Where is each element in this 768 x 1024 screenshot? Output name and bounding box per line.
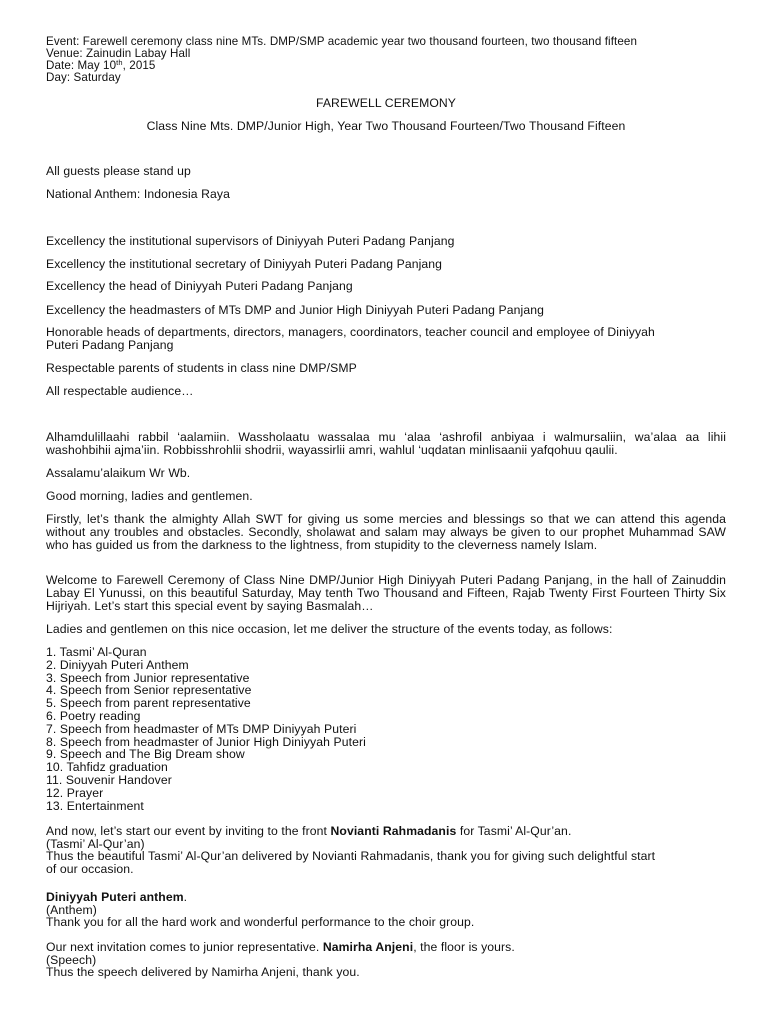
anthem-title: Diniyyah Puteri anthem bbox=[46, 890, 184, 904]
date-suffix: , 2015 bbox=[122, 59, 156, 72]
greeting-parents: Respectable parents of students in class nine DMP/SMP bbox=[46, 361, 357, 375]
event-line: Event: Farewell ceremony class nine MTs. DMP/SMP academic year two thousand fourteen, two thousand fifteen bbox=[46, 35, 637, 48]
junior-invite-suffix: , the floor is yours. bbox=[413, 940, 515, 954]
document-subtitle: Class Nine Mts. DMP/Junior High, Year Two Thousand Fourteen/Two Thousand Fifteen bbox=[146, 119, 626, 133]
tasmi-invite-text: And now, let’s start our event by inviting to the front bbox=[46, 824, 331, 838]
list-item: 11. Souvenir Handover bbox=[46, 772, 172, 787]
tasmi-thanks-line2: of our occasion. bbox=[46, 861, 134, 876]
list-item: 3. Speech from Junior representative bbox=[46, 670, 250, 685]
tasmi-section bbox=[46, 825, 726, 875]
list-item: 5. Speech from parent representative bbox=[46, 696, 251, 711]
list-item: 12. Prayer bbox=[46, 785, 104, 800]
event-header bbox=[46, 36, 637, 84]
greeting-audience: All respectable audience… bbox=[46, 384, 194, 398]
junior-section bbox=[46, 941, 726, 979]
junior-invite bbox=[46, 941, 726, 954]
salam-line: Assalamu’alaikum Wr Wb. bbox=[46, 466, 191, 480]
performer-name: Novianti Rahmadanis bbox=[330, 824, 457, 838]
event-list bbox=[46, 646, 366, 812]
list-item: 6. Poetry reading bbox=[46, 708, 141, 723]
venue-line: Venue: Zainudin Labay Hall bbox=[46, 47, 191, 60]
list-item: 4. Speech from Senior representative bbox=[46, 683, 252, 698]
list-item: 8. Speech from headmaster of Junior High Diniyyah Puteri bbox=[46, 734, 366, 749]
greeting-secretary: Excellency the institutional secretary of Diniyyah Puteri Padang Panjang bbox=[46, 257, 443, 271]
list-item: 1. Tasmi’ Al-Quran bbox=[46, 645, 147, 659]
tasmi-note: (Tasmi’ Al-Qur’an) bbox=[46, 836, 145, 851]
anthem-section bbox=[46, 891, 726, 929]
document-title: FAREWELL CEREMONY bbox=[315, 96, 457, 110]
list-item: 10. Tahfidz graduation bbox=[46, 760, 168, 775]
greeting-supervisors: Excellency the institutional supervisors of Diniyyah Puteri Padang Panjang bbox=[46, 234, 455, 248]
junior-note: (Speech) bbox=[46, 952, 97, 967]
anthem-title-dot: . bbox=[183, 890, 188, 904]
greeting-head: Excellency the head of Diniyyah Puteri Padang Panjang bbox=[46, 279, 353, 293]
junior-invite-text: Our next invitation comes to junior representative. bbox=[46, 940, 323, 954]
date-prefix: Date: May 10 bbox=[46, 59, 117, 72]
structure-intro: Ladies and gentlemen on this nice occasion, let me deliver the structure of the events today, as follows: bbox=[46, 622, 613, 636]
greeting-honorable-line2: Puteri Padang Panjang bbox=[46, 338, 174, 352]
tasmi-invite-suffix: for Tasmi’ Al-Qur’an. bbox=[456, 824, 572, 838]
firstly-paragraph: Firstly, let’s thank the almighty Allah SWT for giving us some mercies and blessings so that we can attend this agenda without any troubles and obstacles. Secondly, sholawat and salam may always be given to our prophet Muhammad SAW who has guided us from the darkness to the lightness, from stupidity to the cleverness namely Islam. bbox=[46, 512, 726, 552]
tasmi-thanks-line1: Thus the beautiful Tasmi’ Al-Qur’an delivered by Novianti Rahmadanis, thank you for giving such delightful start bbox=[46, 849, 656, 863]
anthem-thanks: Thank you for all the hard work and wonderful performance to the choir group. bbox=[46, 915, 475, 929]
date-ordinal: th bbox=[116, 58, 123, 67]
anthem-note: (Anthem) bbox=[46, 902, 97, 917]
tasmi-invite bbox=[46, 825, 726, 838]
opening-anthem: National Anthem: Indonesia Raya bbox=[46, 187, 230, 201]
list-item: 7. Speech from headmaster of MTs DMP Diniyyah Puteri bbox=[46, 721, 357, 736]
day-line: Day: Saturday bbox=[46, 71, 121, 84]
greeting-headmasters: Excellency the headmasters of MTs DMP and Junior High Diniyyah Puteri Padang Panjang bbox=[46, 303, 544, 317]
date-line bbox=[46, 60, 637, 72]
junior-thanks: Thus the speech delivered by Namirha Anjeni, thank you. bbox=[46, 965, 360, 979]
anthem-heading bbox=[46, 891, 726, 904]
good-morning-line: Good morning, ladies and gentlemen. bbox=[46, 489, 253, 503]
speaker-name: Namirha Anjeni bbox=[322, 940, 414, 954]
greeting-honorable-line1: Honorable heads of departments, directors, managers, coordinators, teacher council and employee of Diniyyah bbox=[46, 325, 655, 339]
alhamdulillah-paragraph: Alhamdulillaahi rabbil ‘aalamiin. Wassholaatu wassalaa mu ‘alaa ‘ashrofil anbiyaa i walmursaliin, wa’alaa aa lihii washohbihii ajma’iin. Robbisshrohlii shodrii, wayassirlii amri, wahlul ‘uqdatan minlisaanii yafqohuu qaulii. bbox=[46, 430, 726, 457]
list-item: 9. Speech and The Big Dream show bbox=[46, 747, 245, 762]
list-item: 13. Entertainment bbox=[46, 798, 144, 813]
list-item: 2. Diniyyah Puteri Anthem bbox=[46, 657, 189, 672]
welcome-paragraph: Welcome to Farewell Ceremony of Class Nine DMP/Junior High Diniyyah Puteri Padang Panjang, in the hall of Zainuddin Labay El Yunussi, on this beautiful Saturday, May tenth Two Thousand and Fifteen, Rajab Twenty First Fourteen Thirty Six Hijriyah. Let’s start this special event by saying Basmalah… bbox=[46, 573, 726, 613]
opening-stand-up: All guests please stand up bbox=[46, 164, 191, 178]
